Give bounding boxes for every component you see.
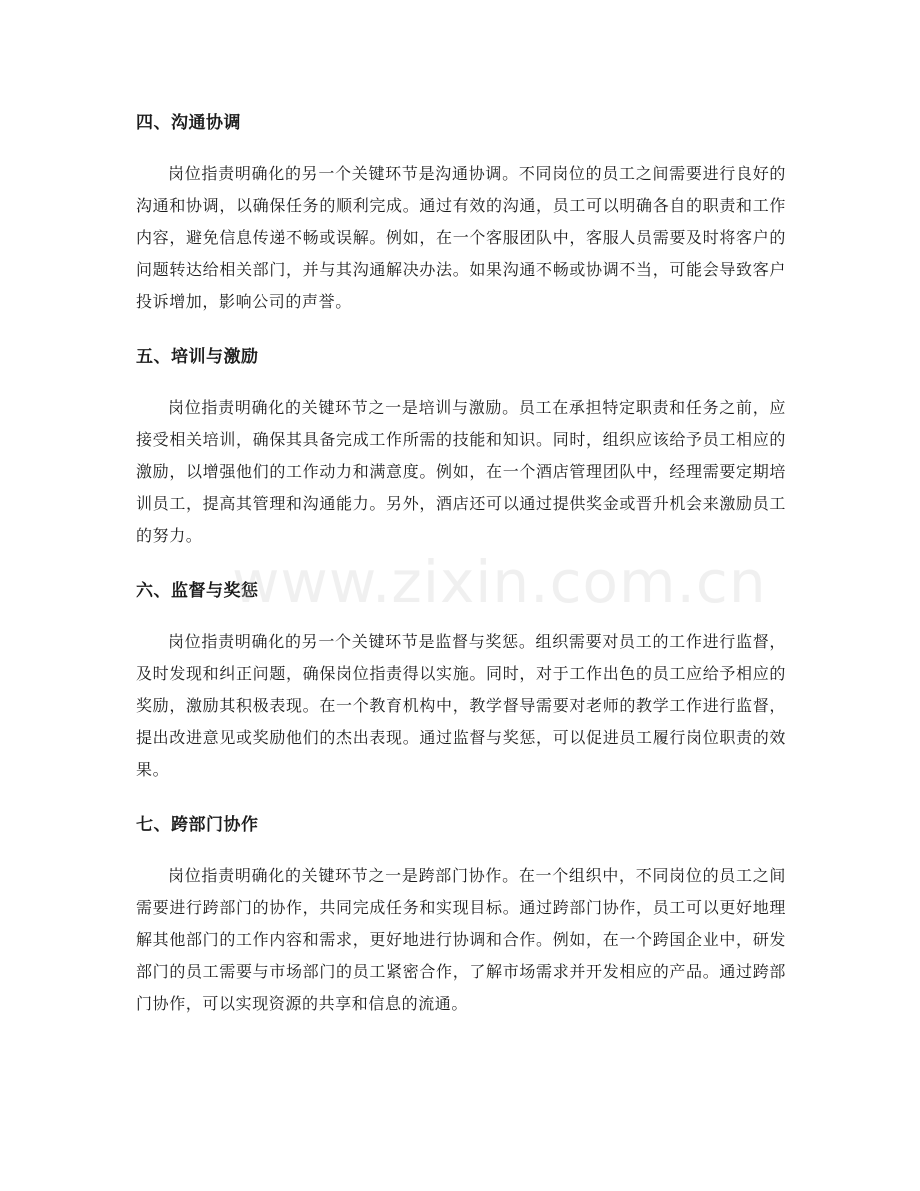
watermark: www.zixin.com.cn <box>232 548 767 616</box>
section-heading: 四、沟通协调 <box>136 113 241 133</box>
section-paragraph: 岗位指责明确化的关键环节之一是培训与激励。员工在承担特定职责和任务之前，应接受相关培训，确保其具备完成工作所需的技能和知识。同时，组织应该给予员工相应的激励，以增强他们的工作动力和满意度。例如，在一个酒店管理团队中，经理需要定期培训员工，提高其管理和沟通能力。另外，酒店还可以通过提供奖金或晋升机会来激励员工的努力。 <box>136 398 786 545</box>
section-paragraph: 岗位指责明确化的另一个关键环节是监督与奖惩。组织需要对员工的工作进行监督，及时发现和纠正问题，确保岗位指责得以实施。同时，对于工作出色的员工应给予相应的奖励，激励其积极表现。在一个教育机构中，教学督导需要对老师的教学工作进行监督，提出改进意见或奖励他们的杰出表现。通过监督与奖惩，可以促进员工履行岗位职责的效果。 <box>136 632 786 779</box>
section-supervision <box>136 572 786 786</box>
section-paragraph: 岗位指责明确化的关键环节之一是跨部门协作。在一个组织中，不同岗位的员工之间需要进行跨部门的协作，共同完成任务和实现目标。通过跨部门协作，员工可以更好地理解其他部门的工作内容和需求，更好地进行协调和合作。例如，在一个跨国企业中，研发部门的员工需要与市场部门的员工紧密合作，了解市场需求并开发相应的产品。通过跨部门协作，可以实现资源的共享和信息的流通。 <box>136 866 786 1013</box>
section-paragraph: 岗位指责明确化的另一个关键环节是沟通协调。不同岗位的员工之间需要进行良好的沟通和协调，以确保任务的顺利完成。通过有效的沟通，员工可以明确各自的职责和工作内容，避免信息传递不畅或误解。例如，在一个客服团队中，客服人员需要及时将客户的问题转达给相关部门，并与其沟通解决办法。如果沟通不畅或协调不当，可能会导致客户投诉增加，影响公司的声誉。 <box>136 164 786 311</box>
section-communication <box>136 104 786 318</box>
document-content <box>136 104 786 1040</box>
section-heading: 五、培训与激励 <box>136 347 259 367</box>
section-collaboration <box>136 806 786 1020</box>
section-heading: 六、监督与奖惩 <box>136 581 259 601</box>
section-heading: 七、跨部门协作 <box>136 815 259 835</box>
section-training <box>136 338 786 552</box>
